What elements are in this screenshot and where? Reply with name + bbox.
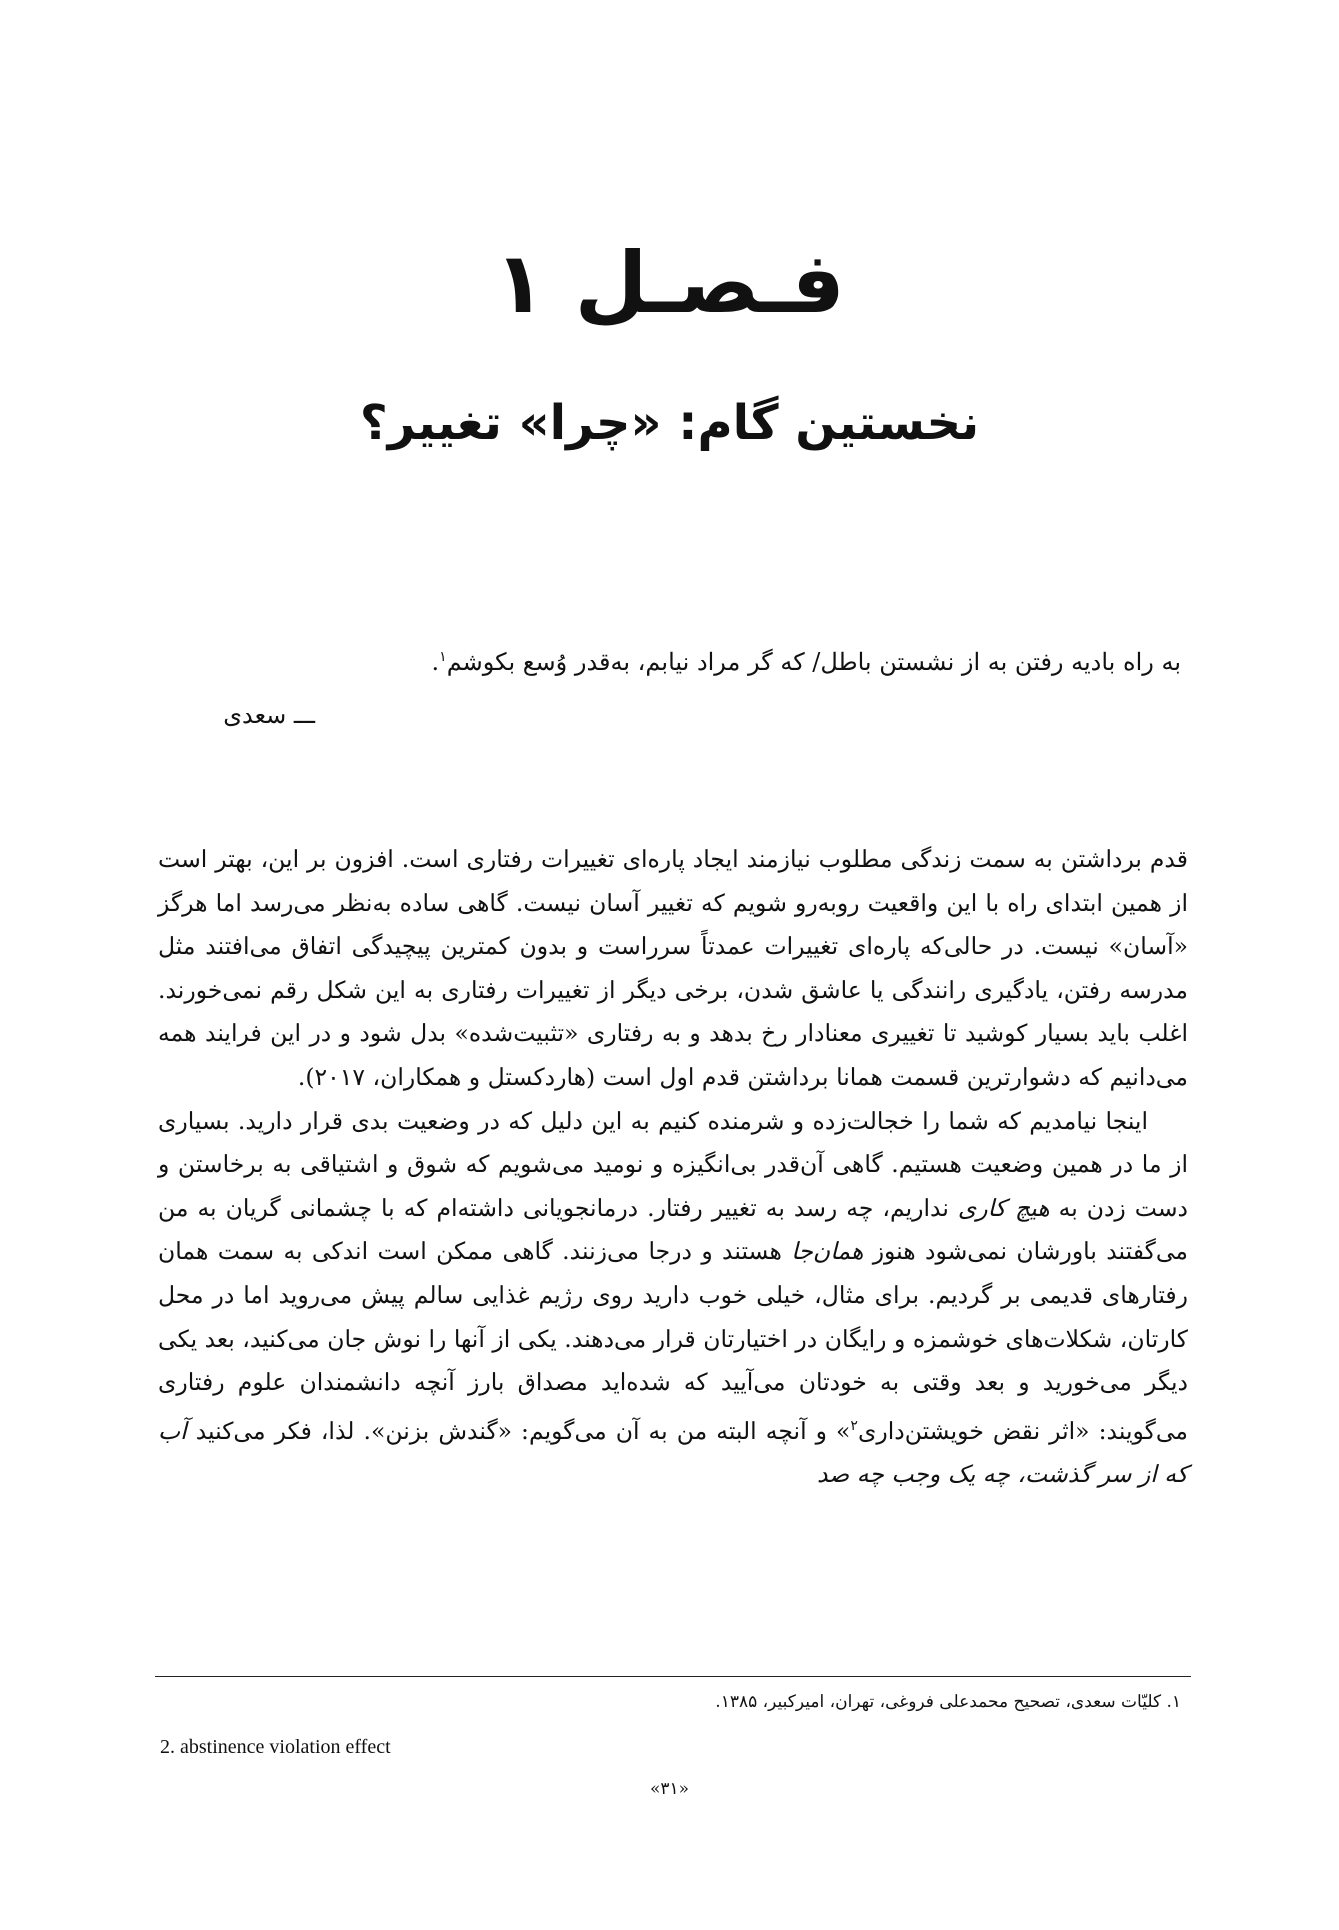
chapter-title: نخستین گام: «چرا» تغییر؟ (359, 395, 980, 451)
epigraph (151, 636, 1181, 683)
paragraph-2-part-b: نداریم، چه رسد به تغییر رفتار. درمانجویانی داشته‌ام که با چشمانی گریان به من می‌گفتند باورشان نمی‌شود هنوز (158, 1193, 1188, 1266)
epigraph-text: به راه بادیه رفتن به از نشستن باطل/ که گر مراد نیابم، به‌قدر وُسع بکوشم (446, 648, 1181, 676)
paragraph-2-part-a: اینجا نیامدیم که شما را خجالت‌زده و شرمنده کنیم به این دلیل که در وضعیت بدی قرار دارید. بسیاری از ما در همین وضعیت هستیم. گاهی آن‌قدر بی‌انگیزه و نومید می‌شویم که شوق و اشتیاقی به برخاستن و دست زدن به (158, 1106, 1188, 1222)
paragraph-2-italic-1: هیچ کاری (957, 1193, 1050, 1222)
epigraph-end: . (431, 648, 440, 676)
footnote-1: ۱. کلیّات سعدی، تصحیح محمدعلی فروغی، تهران، امیرکبیر، ۱۳۸۵. (715, 1692, 1181, 1712)
paragraph-2-part-c: هستند و درجا می‌زنند. گاهی ممکن است اندکی به سمت همان رفتارهای قدیمی بر گردیم. برای مثال، خیلی خوب دارید روی رژیم غذایی سالم پیش می‌روید اما در محل کارتان، شکلات‌های خوشمزه و رایگان در اختیارتان قرار می‌دهند. یکی از آنها را نوش جان می‌کنید، بعد یکی دیگر می‌خورید و بعد وقتی به خودتان می‌آیید که شده‌اید مصداق بارز آنچه دانشمندان علوم رفتاری می‌گویند: «اثر نقض خویشتن‌داری (158, 1237, 1188, 1445)
paragraph-2-part-d: » و آنچه البته من به آن می‌گویم: «گندش بزنن». لذا، فکر می‌کنید (186, 1416, 851, 1445)
chapter-number: فـصـل ۱ (494, 234, 845, 332)
paragraph-1: قدم برداشتن به سمت زندگی مطلوب نیازمند ایجاد پاره‌ای تغییرات رفتاری است. افزون بر این، بهتر است از همین ابتدای راه با این واقعیت روبه‌رو شویم که تغییر آسان نیست. گاهی ساده به‌نظر می‌رسد اما هرگز «آسان» نیست. در حالی‌که پاره‌ای تغییرات عمدتاً سرراست و بدون کمترین پیچیدگی اتفاق می‌افتند مثل مدرسه رفتن، یادگیری رانندگی یا عاشق شدن، برخی دیگر از تغییرات رفتاری به این شکل رقم نمی‌خورند. اغلب باید بسیار کوشید تا تغییری معنادار رخ بدهد و به رفتاری «تثبیت‌شده» بدل شود و در این فرایند همه می‌دانیم که دشوارترین قسمت همانا برداشتن قدم اول است (هاردکستل و همکاران، ۲۰۱۷). (158, 845, 1188, 1091)
body-text (158, 838, 1188, 1497)
epigraph-footnote-ref: ۱ (439, 649, 447, 665)
footnote-2: 2. abstinence violation effect (160, 1736, 391, 1758)
footnote-divider (155, 1676, 1191, 1677)
paragraph-2-italic-2: همان‌جا (791, 1237, 864, 1266)
paragraph-2-footnote-ref: ۲ (850, 1417, 858, 1434)
paragraph-2-italic-3: آب که از سر گذشت، چه یک وجب چه صد (158, 1416, 1188, 1489)
epigraph-author: ـــ سعدی (223, 701, 315, 729)
paragraph-2 (158, 1100, 1188, 1497)
page-number: «۳۱» (649, 1779, 690, 1799)
